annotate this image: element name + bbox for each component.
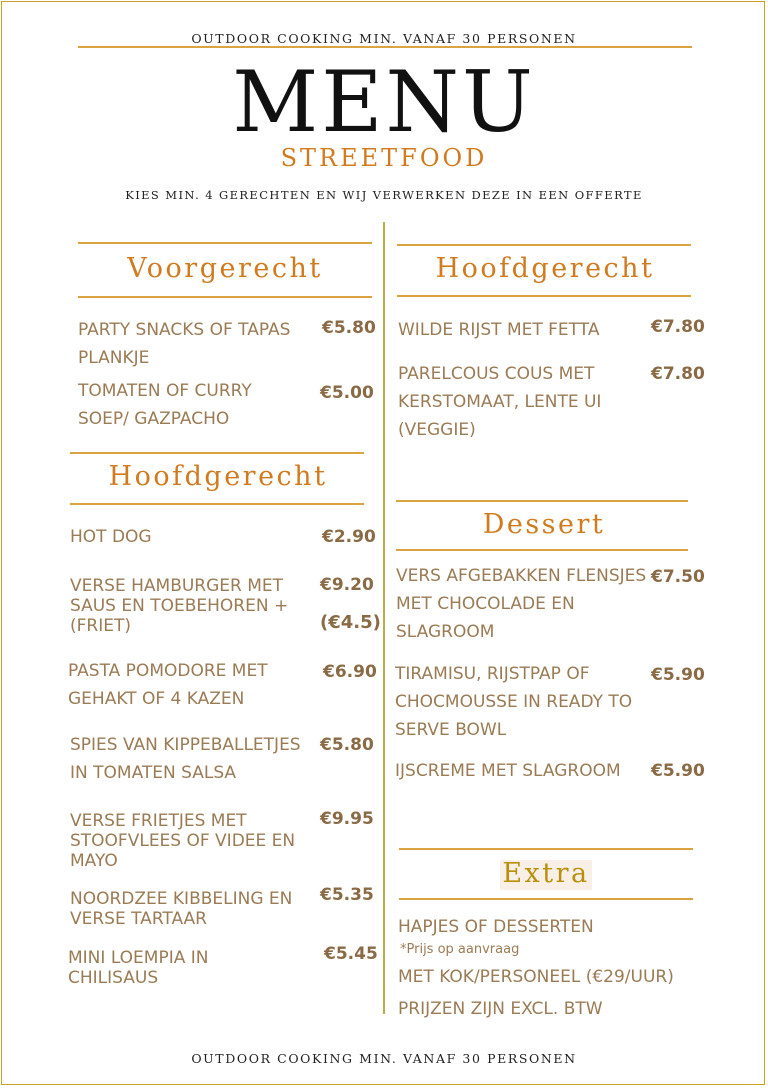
menu-item-price-secondary: (€4.5) xyxy=(320,612,381,633)
menu-item-name: VERSE HAMBURGER MET SAUS EN TOEBEHOREN + (FRIET) xyxy=(70,576,289,636)
section-title-dessert: Dessert xyxy=(482,509,606,540)
extra-rule-bottom xyxy=(399,898,693,900)
hoofdgerecht-left-rule-top xyxy=(70,452,364,454)
column-divider xyxy=(383,222,385,1014)
section-title-voorgerecht: Voorgerecht xyxy=(127,253,323,284)
menu-item-price: €5.90 xyxy=(651,665,705,685)
menu-item-price: €9.20 xyxy=(320,575,374,595)
top-kicker: OUTDOOR COOKING MIN. VANAF 30 PERSONEN xyxy=(191,31,577,46)
hoofdgerecht-left-rule-bottom xyxy=(70,503,364,505)
menu-item-price: €5.90 xyxy=(651,761,705,781)
menu-item-price: €5.35 xyxy=(320,885,374,905)
menu-intro: KIES MIN. 4 GERECHTEN EN WIJ VERWERKEN DEZE IN EEN OFFERTE xyxy=(125,188,643,202)
dessert-rule-bottom xyxy=(396,549,688,551)
menu-item-price: €5.80 xyxy=(320,735,374,755)
menu-item-price: €7.80 xyxy=(651,317,705,337)
top-rule xyxy=(78,46,692,48)
menu-item-name: TIRAMISU, RIJSTPAP OF CHOCMOUSSE IN READY TO SERVE BOWL xyxy=(395,664,633,740)
extra-rule-top xyxy=(399,848,693,850)
menu-item-price: €5.80 xyxy=(322,318,376,338)
menu-subtitle: STREETFOOD xyxy=(280,144,488,172)
menu-title: MENU xyxy=(232,53,536,151)
menu-item-name: MINI LOEMPIA IN CHILISAUS xyxy=(68,948,209,988)
hoofdgerecht-right-rule-top xyxy=(397,244,691,246)
menu-item-price: €6.90 xyxy=(323,662,377,682)
menu-item-price: €5.00 xyxy=(320,383,374,403)
menu-item-name: PASTA POMODORE MET GEHAKT OF 4 KAZEN xyxy=(68,661,268,709)
menu-item-name: TOMATEN OF CURRY SOEP/ GAZPACHO xyxy=(78,381,252,429)
dessert-rule-top xyxy=(396,500,688,502)
extra-line-hapjes: HAPJES OF DESSERTEN xyxy=(398,917,594,937)
menu-item-name: PARTY SNACKS OF TAPAS PLANKJE xyxy=(78,320,291,368)
menu-item-price: €2.90 xyxy=(322,527,376,547)
menu-item-name: HOT DOG xyxy=(70,527,152,547)
voorgerecht-rule-bottom xyxy=(78,296,372,298)
menu-item-price: €7.50 xyxy=(651,567,705,587)
hoofdgerecht-right-rule-bottom xyxy=(397,295,691,297)
menu-item-price: €7.80 xyxy=(651,364,705,384)
menu-item-price: €9.95 xyxy=(320,809,374,829)
menu-item-name: NOORDZEE KIBBELING EN VERSE TARTAAR xyxy=(70,889,293,929)
section-title-hoofdgerecht-right: Hoofdgerecht xyxy=(435,253,655,284)
menu-item-name: VERSE FRIETJES MET STOOFVLEES OF VIDEE EN MAYO xyxy=(70,811,296,871)
menu-item-name: PARELCOUS COUS MET KERSTOMAAT, LENTE UI (VEGGIE) xyxy=(398,364,602,440)
menu-item-name: VERS AFGEBAKKEN FLENSJES MET CHOCOLADE EN SLAGROOM xyxy=(396,566,647,642)
section-title-hoofdgerecht-left: Hoofdgerecht xyxy=(108,461,328,492)
footer-kicker: OUTDOOR COOKING MIN. VANAF 30 PERSONEN xyxy=(191,1051,577,1066)
voorgerecht-rule-top xyxy=(78,242,372,244)
menu-item-name: IJSCREME MET SLAGROOM xyxy=(395,761,621,781)
menu-item-name: SPIES VAN KIPPEBALLETJES IN TOMATEN SALSA xyxy=(70,735,301,783)
extra-note: *Prijs op aanvraag xyxy=(400,942,520,957)
section-title-extra: Extra xyxy=(502,858,590,889)
menu-item-price: €5.45 xyxy=(324,944,378,964)
extra-line-btw: PRIJZEN ZIJN EXCL. BTW xyxy=(398,999,603,1019)
menu-item-name: WILDE RIJST MET FETTA xyxy=(398,320,600,340)
extra-line-personeel: MET KOK/PERSONEEL (€29/UUR) xyxy=(398,967,674,987)
